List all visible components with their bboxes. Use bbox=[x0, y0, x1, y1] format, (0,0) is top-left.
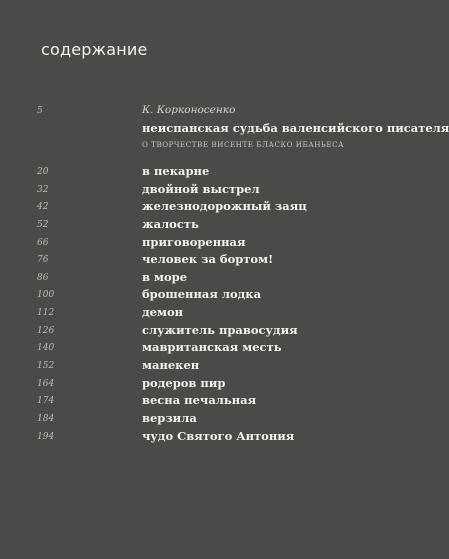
toc-title: брошенная лодка bbox=[142, 287, 262, 302]
toc-entry bbox=[0, 411, 410, 429]
toc-page-number: 76 bbox=[37, 255, 49, 266]
toc-entry bbox=[0, 305, 410, 323]
toc-title: жалость bbox=[142, 216, 199, 231]
toc-page-number: 152 bbox=[37, 361, 55, 372]
toc-entry bbox=[0, 182, 410, 200]
toc-title: двойной выстрел bbox=[142, 181, 260, 196]
toc-entry bbox=[0, 270, 410, 288]
toc-entry bbox=[0, 340, 410, 358]
toc-title: в море bbox=[142, 269, 188, 284]
toc-page-number: 32 bbox=[37, 184, 49, 195]
toc-page-number: 140 bbox=[37, 343, 55, 354]
toc-page-number: 66 bbox=[37, 237, 49, 248]
toc-title: чудо Святого Антония bbox=[142, 428, 295, 443]
toc-list bbox=[0, 164, 410, 446]
toc-page-number: 126 bbox=[37, 325, 55, 336]
toc-entry bbox=[0, 358, 410, 376]
toc-page-number: 20 bbox=[37, 167, 49, 177]
toc-page-number: 112 bbox=[37, 308, 55, 319]
toc-title: приговоренная bbox=[142, 234, 246, 249]
toc-page-number: 164 bbox=[37, 378, 55, 389]
toc-title: человек за бортом! bbox=[142, 252, 274, 267]
toc-title: манекен bbox=[142, 358, 200, 373]
toc-entry bbox=[0, 217, 410, 235]
toc-title: мавританская месть bbox=[142, 340, 282, 355]
toc-page-number: 100 bbox=[37, 290, 55, 301]
toc-entry bbox=[0, 429, 410, 447]
toc-entry bbox=[0, 323, 410, 341]
toc-page-number: 42 bbox=[37, 202, 49, 213]
intro-page-number: 5 bbox=[37, 106, 43, 116]
toc-page-number: 174 bbox=[37, 396, 55, 407]
toc-title: верзила bbox=[142, 410, 197, 425]
toc-title: железнодорожный заяц bbox=[142, 199, 307, 214]
toc-page-number: 52 bbox=[37, 219, 49, 230]
toc-title: служитель правосудия bbox=[142, 322, 298, 337]
toc-title: весна печальная bbox=[142, 393, 257, 408]
intro-author: К. Корконосенко bbox=[142, 104, 236, 116]
intro-subtitle: О ТВОРЧЕСТВЕ ВИСЕНТЕ БЛАСКО ИБАНЬЕСА bbox=[142, 140, 345, 149]
toc-page-number: 86 bbox=[37, 272, 49, 283]
toc-entry bbox=[0, 235, 410, 253]
toc-entry bbox=[0, 199, 410, 217]
toc-entry bbox=[0, 164, 410, 182]
toc-title: родеров пир bbox=[142, 375, 226, 390]
page-heading: содержание bbox=[41, 40, 148, 59]
toc-entry bbox=[0, 252, 410, 270]
toc-entry bbox=[0, 393, 410, 411]
toc-title: в пекарне bbox=[142, 164, 210, 178]
toc-entry bbox=[0, 376, 410, 394]
toc-entry bbox=[0, 287, 410, 305]
toc-page-number: 194 bbox=[37, 431, 55, 442]
intro-title: неиспанская судьба валенсийского писателя bbox=[142, 121, 449, 135]
toc-page-number: 184 bbox=[37, 413, 55, 424]
toc-title: демон bbox=[142, 305, 184, 320]
